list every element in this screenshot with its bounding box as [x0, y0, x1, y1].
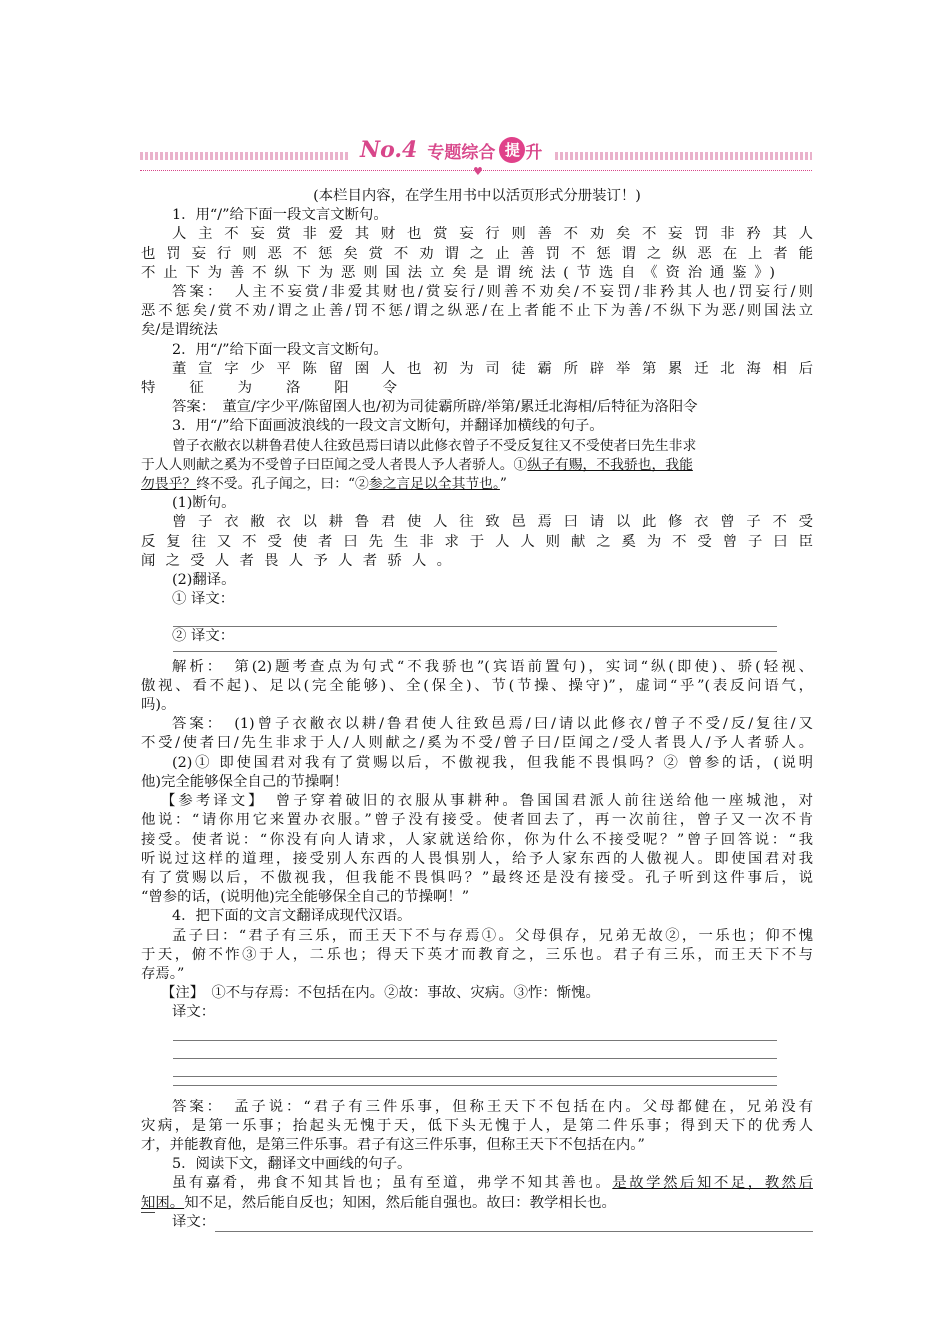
- q4-answer-line: 灾病，是第一乐事；抬起头无愧于天，低下头无愧于人，是第二件乐事；得到天下的优秀人: [141, 1117, 813, 1134]
- section-title: 专题综合: [427, 142, 496, 163]
- q3-passage-line: [141, 475, 813, 494]
- binding-note: (本栏目内容，在学生用书中以活页形式分册装订！): [313, 188, 641, 204]
- q4-answer-line[interactable]: [173, 1059, 777, 1077]
- q4-answer-line[interactable]: [173, 1023, 777, 1041]
- q3-answer-line: (2)① 即使国君对我有了赏赐以后，不傲视我，但我能不畏惧吗？② 曾参的话，(说明: [172, 754, 813, 771]
- q4-text-line: 于天，俯不怍③于人，二乐也；得天下英才而教育之，三乐也。君子有三乐，而王天下不与: [141, 946, 813, 963]
- q3-t1-answer-line[interactable]: [173, 609, 777, 627]
- q1-answer-line: 答案： 人主不妄赏/非爱其财也/赏妄行/则善不劝矣/不妄罚/非矜其人也/罚妄行/则: [172, 284, 813, 301]
- q1-answer-line: 矣/是谓统法: [141, 322, 218, 339]
- q2-text-line: 特征为洛阳令: [141, 380, 397, 397]
- q4-answer-line: 答案： 孟子说：“君子有三件乐事，但称王天下不包括在内。父母都健在，兄弟没有: [172, 1098, 813, 1115]
- q5-text: 虽有嘉肴，弗食不知其旨也；虽有至道，弗学不知其善也。: [172, 1175, 613, 1192]
- title-highlight-char: 提: [499, 137, 525, 163]
- q5-text: 知不足，然后能自反也；知困，然后能自强也。故曰：教学相长也。: [184, 1194, 616, 1211]
- q3-underlined-sentence: 纵子有赐，不我骄也，我能: [527, 456, 693, 473]
- q3-answer-line: 答案： (1)曾子衣敝衣以耕/鲁君使人往致邑焉/曰/请以此修衣/曾子不受/反/复往/又: [172, 716, 813, 733]
- q3-sub1-line: 闻之受人者畏人予人者骄人。: [141, 552, 451, 569]
- q3-sub1-label: (1)断句。: [172, 495, 236, 512]
- page-footer-mark: [141, 1212, 155, 1213]
- q5-translation-row: [141, 1213, 813, 1232]
- q3-passage-line: [141, 456, 813, 475]
- q5-text-line: [141, 1194, 813, 1213]
- q4-prompt: 4．把下面的文言文翻译成现代汉语。: [172, 908, 412, 925]
- q3-passage-text: 终不受。孔子闻之，曰：“②: [196, 476, 369, 493]
- q3-reference-line: “曾参的话，(说明他)完全能够保全自己的节操啊！”: [141, 889, 470, 906]
- banner-title: [348, 133, 554, 167]
- q1-text-line: 人主不妄赏非爱其财也赏妄行则善不劝矣不妄罚非矜其人: [172, 226, 813, 243]
- q4-answer-line[interactable]: [173, 1041, 777, 1059]
- q3-t1-label: ① 译文：: [172, 591, 235, 608]
- q3-analysis-line: 傲视、看不起)、足以(完全能够)、全(保全)、节(节操、操守)”，虚词“乎”(表反问语气，: [141, 677, 813, 694]
- q3-underlined-sentence: 参之言足以全其节也。: [368, 476, 500, 493]
- page-content: [141, 187, 813, 1232]
- q3-answer-line: 他)完全能够保全自己的节操啊！: [141, 773, 349, 790]
- q4-note: [141, 984, 813, 1003]
- section-banner: [140, 130, 812, 178]
- q4-text-line: 存焉。”: [141, 965, 185, 982]
- q3-passage-line: 曾子衣敝衣以耕鲁君使人往致邑焉曰请以此修衣曾子不受反复往又不受使者曰先生非求: [172, 437, 697, 454]
- q3-reference-line: 他说：“请你用它来置办衣服。”曾子没有接受。使者回去了，再一次前往，曾子又一次不肯: [141, 812, 813, 829]
- q4-translation-label: 译文：: [172, 1004, 216, 1021]
- q5-text-line: [141, 1174, 813, 1193]
- q5-prompt: 5．阅读下文，翻译文中画线的句子。: [172, 1156, 412, 1173]
- q4-text-line: 孟子曰：“君子有三乐，而王天下不与存焉①。父母俱存，兄弟无故②，一乐也；仰不愧: [172, 927, 813, 944]
- q3-reference-line: [141, 792, 813, 811]
- q4-answer-line: 才，并能教育他，是第三件乐事。君子有这三件乐事，但称王天下不包括在内。”: [141, 1136, 645, 1153]
- q4-note-label: 【注】: [161, 985, 197, 1002]
- q3-passage-text: 于人人则献之奚为不受曾子曰臣闻之受人者畏人予人者骄人。①: [141, 456, 528, 473]
- q1-answer-line: 恶不惩矣/赏不劝/谓之止善/罚不惩/谓之纵恶/在上者能不止下为善/不纵下为恶/则国法立: [141, 303, 813, 320]
- q4-note-text: ①不与存焉：不包括在内。②故：事故、灾病。③怍：惭愧。: [196, 985, 600, 1002]
- q3-passage-text: ”: [499, 476, 507, 493]
- q5-underlined-sentence: 是故学然后知不足，教然后: [612, 1175, 813, 1192]
- q3-reference-line: 听说过这样的道理，接受别人东西的人畏惧别人，给予人家东西的人傲视人。即使国君对我: [141, 850, 813, 867]
- heart-icon: ♥: [473, 165, 483, 178]
- q3-analysis-line: 吗)。: [141, 697, 176, 714]
- q1-prompt: 1．用“/”给下面一段文言文断句。: [172, 207, 388, 224]
- q1-text-line: 不止下为善不纵下为恶则国法立矣是谓统法(节选自《资治通鉴》): [141, 264, 775, 281]
- q2-prompt: 2．用“/”给下面一段文言文断句。: [172, 341, 388, 358]
- q3-answer-line: 不受/使者曰/先生非求于人/人则献之/奚为不受/曾子曰/臣闻之/受人者畏人/予人者骄人。: [141, 735, 813, 752]
- q3-t2-answer-line[interactable]: [173, 647, 777, 652]
- q3-reference-label: 【参考译文】: [161, 793, 259, 810]
- q3-reference-line: 有了赏赐以后，不傲视我，但我能不畏惧吗？”最终还是没有接受。孔子听到这件事后，说: [141, 869, 813, 886]
- q3-sub1-line: 反复往又不受使者曰先生非求于人人则献之奚为不受曾子曰臣: [141, 533, 813, 550]
- q3-sub1-line: 曾子衣敝衣以耕鲁君使人往致邑焉曰请以此修衣曾子不受: [172, 514, 813, 531]
- q3-underlined-sentence: 勿畏乎？: [141, 476, 197, 493]
- q5-underlined-sentence: 知困。: [141, 1194, 185, 1211]
- title-suffix: 升: [525, 142, 543, 163]
- q2-text-line: 董宣字少平陈留圉人也初为司徒霸所辟举第累迁北海相后: [172, 360, 813, 377]
- q3-t2-label: ② 译文：: [172, 628, 235, 645]
- q3-prompt: 3．用“/”给下面画波浪线的一段文言文断句，并翻译加横线的句子。: [172, 418, 604, 435]
- q3-reference-text: 曾子穿着破旧的衣服从事耕种。鲁国国君派人前往送给他一座城池，对: [258, 793, 813, 810]
- q3-reference-line: 接受。使者说：“你没有向人请求，人家就送给你，你为什么不接受呢？”曾子回答说：“我: [141, 831, 813, 848]
- section-number: No.4: [360, 137, 418, 163]
- q5-translation-label: 译文：: [172, 1213, 216, 1230]
- q5-answer-line[interactable]: [215, 1217, 813, 1232]
- q1-text-line: 也罚妄行则恶不惩矣赏不劝谓之止善罚不惩谓之纵恶在上者能: [141, 245, 813, 262]
- q3-sub2-label: (2)翻译。: [172, 572, 236, 589]
- q3-analysis-line: 解析： 第(2)题考查点为句式“不我骄也”(宾语前置句)，实词“纵(即使)、骄(轻视、: [172, 658, 813, 675]
- q4-answer-line[interactable]: [173, 1077, 777, 1086]
- q2-answer: 答案： 董宣/字少平/陈留圉人也/初为司徒霸所辟/举第/累迁北海相/后特征为洛阳令: [172, 399, 698, 416]
